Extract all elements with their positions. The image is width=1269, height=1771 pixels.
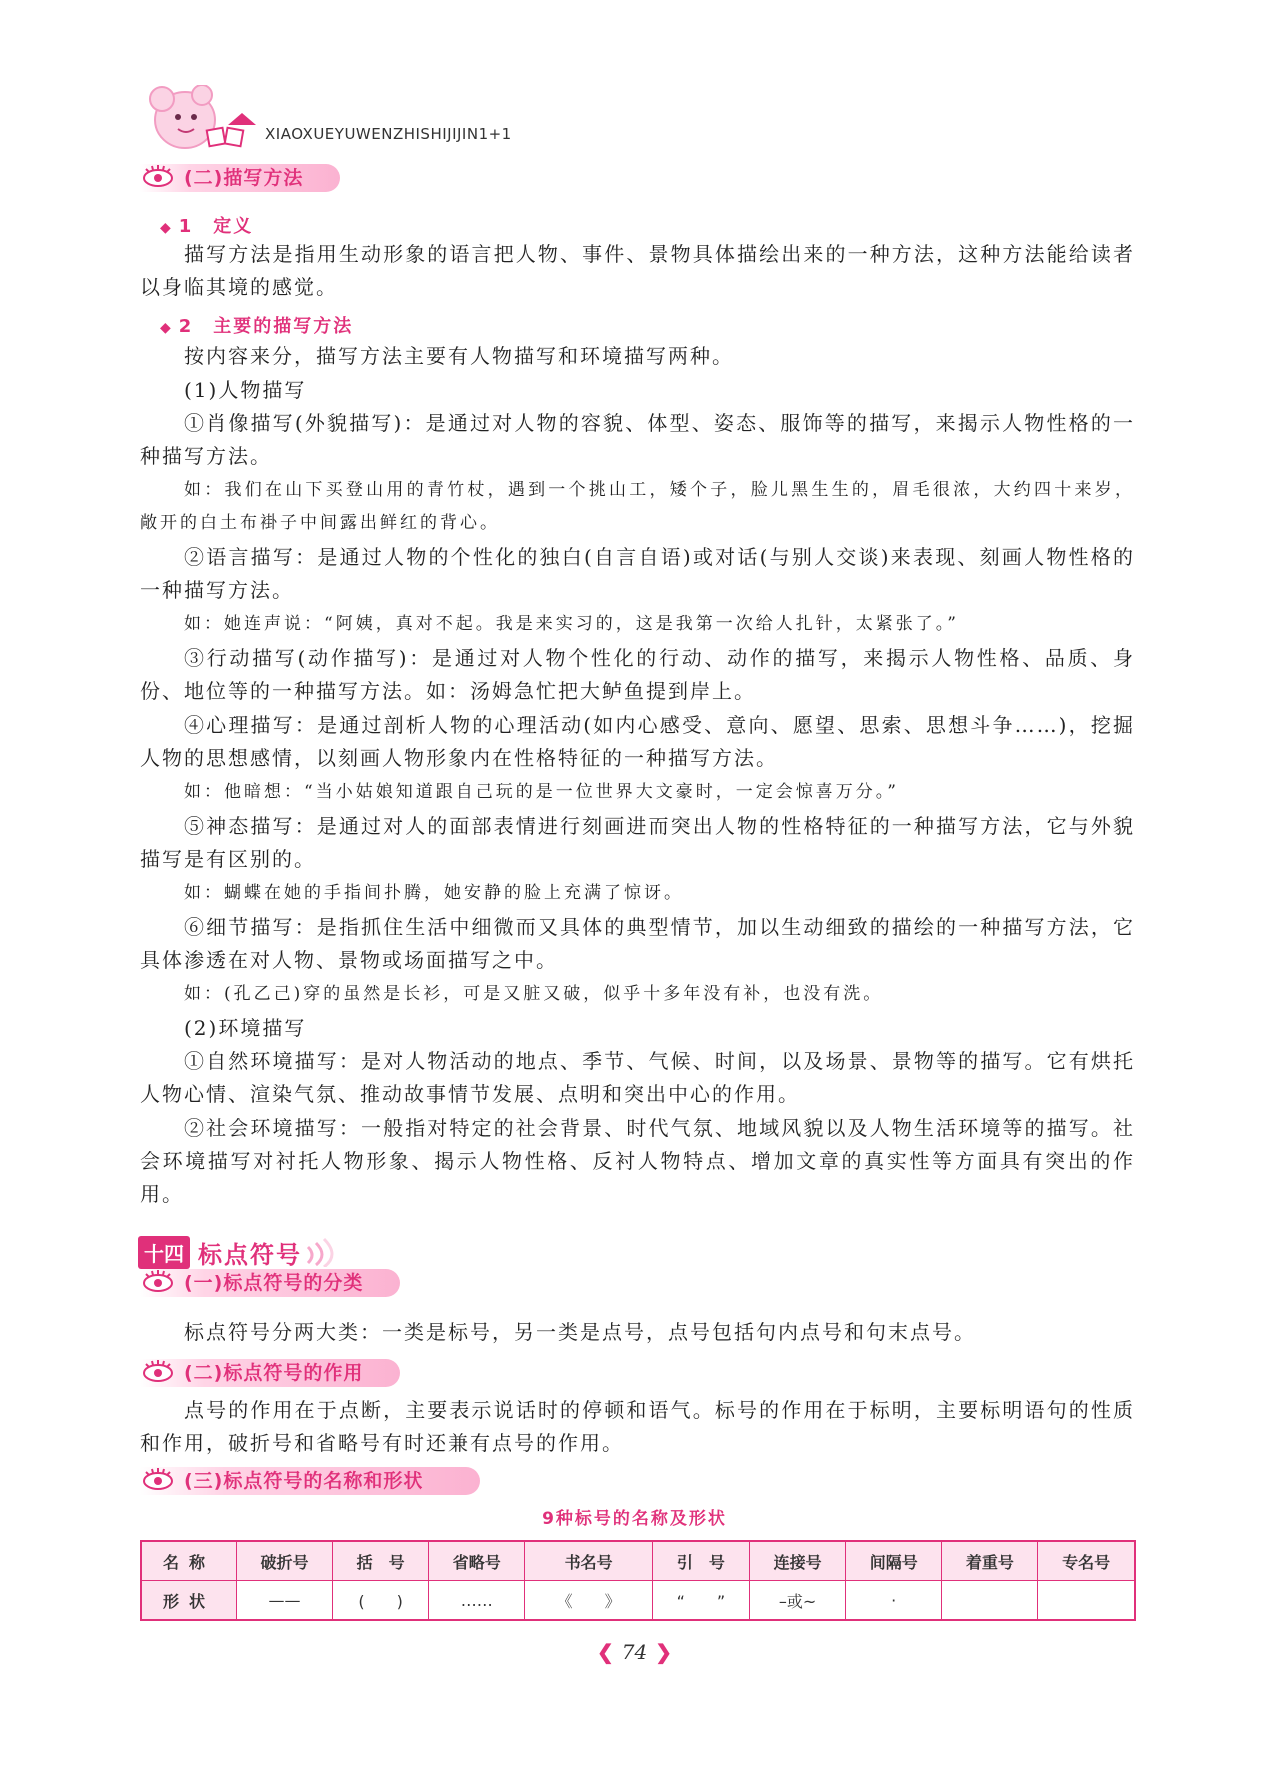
detail-example: 如：(孔乙己)穿的虽然是长衫，可是又脏又破，似乎十多年没有补，也没有洗。 xyxy=(184,984,884,1004)
table-cell xyxy=(1038,1581,1135,1621)
renwu-title: (1)人物描写 xyxy=(184,378,307,402)
row-header: 形状 xyxy=(141,1581,237,1621)
table-row xyxy=(141,1581,1135,1621)
table-cell: 引 号 xyxy=(652,1541,749,1581)
definition-text: 描写方法是指用生动形象的语言把人物、事件、景物具体描绘出来的一种方法，这种方法能给读者以身临其境的感觉。 xyxy=(140,242,1135,299)
table-cell: 省略号 xyxy=(429,1541,525,1581)
section-title: (二)描写方法 xyxy=(184,166,304,189)
table-row xyxy=(141,1541,1135,1581)
signal-waves-icon xyxy=(302,1237,342,1267)
table-cell: –或~ xyxy=(750,1581,846,1621)
table-cell: 专名号 xyxy=(1038,1541,1135,1581)
table-cell: …… xyxy=(429,1581,525,1621)
subheading-definition: ◆ 1 定义 xyxy=(160,216,254,237)
page-header xyxy=(140,85,600,155)
section-title: (三)标点符号的名称和形状 xyxy=(184,1469,424,1492)
zuoyong-text: 点号的作用在于点断，主要表示说话时的停顿和语气。标号的作用在于标明，主要标明语句的性质和作用，破折号和省略号有时还兼有点号的作用。 xyxy=(140,1398,1135,1455)
portrait-desc: ①肖像描写(外貌描写)：是通过对人物的容貌、体型、姿态、服饰等的描写，来揭示人物性格的一种描写方法。 xyxy=(140,411,1135,468)
section-heading-xingzhuang xyxy=(140,1463,423,1495)
table-cell: ( ) xyxy=(333,1581,429,1621)
eye-icon xyxy=(140,1358,176,1384)
table-cell: 破折号 xyxy=(237,1541,333,1581)
portrait-example: 如：我们在山下买登山用的青竹杖，遇到一个挑山工，矮个子，脸儿黑生生的，眉毛很浓，大约四十来岁，敞开的白土布褂子中间露出鲜红的背心。 xyxy=(140,480,1135,533)
diamond-icon: ◆ xyxy=(160,320,173,336)
section-title: (一)标点符号的分类 xyxy=(184,1271,364,1294)
expression-example: 如：蝴蝶在她的手指间扑腾，她安静的脸上充满了惊讶。 xyxy=(184,883,684,903)
fenlei-text: 标点符号分两大类：一类是标号，另一类是点号，点号包括句内点号和句末点号。 xyxy=(184,1320,976,1344)
section-title: (二)标点符号的作用 xyxy=(184,1361,364,1384)
table-caption: 9种标号的名称及形状 xyxy=(542,1509,727,1529)
table-cell: 书名号 xyxy=(525,1541,652,1581)
mouse-mascot-icon xyxy=(140,85,260,155)
subheading-main-methods: ◆ 2 主要的描写方法 xyxy=(160,316,354,337)
section-heading-fenlei xyxy=(140,1265,363,1297)
eye-icon xyxy=(140,163,176,189)
section-heading-zuoyong xyxy=(140,1355,363,1387)
table-cell: 括 号 xyxy=(333,1541,429,1581)
arrow-right-icon: ❯ xyxy=(655,1640,672,1664)
social-env-desc: ②社会环境描写：一般指对特定的社会背景、时代气氛、地域风貌以及人物生活环境等的描写。社会环境描写对衬托人物形象、揭示人物性格、反衬人物特点、增加文章的真实性等方面具有突出的作用。 xyxy=(140,1116,1135,1206)
table-cell: · xyxy=(846,1581,942,1621)
natural-env-desc: ①自然环境描写：是对人物活动的地点、季节、气候、时间，以及场景、景物等的描写。它有烘托人物心情、渲染气氛、推动故事情节发展、点明和突出中心的作用。 xyxy=(140,1049,1135,1106)
table-cell: —— xyxy=(237,1581,333,1621)
table-cell: 连接号 xyxy=(750,1541,846,1581)
chapter-title: 标点符号 xyxy=(198,1240,302,1269)
arrow-left-icon: ❮ xyxy=(597,1640,614,1664)
detail-desc: ⑥细节描写：是指抓住生活中细微而又具体的典型情节，加以生动细致的描绘的一种描写方法，它具体渗透在对人物、景物或场面描写之中。 xyxy=(140,915,1135,972)
table-cell: 《 》 xyxy=(525,1581,652,1621)
action-desc: ③行动描写(动作描写)：是通过对人物个性化的行动、动作的描写，来揭示人物性格、品质、身份、地位等的一种描写方法。如：汤姆急忙把大鲈鱼提到岸上。 xyxy=(140,646,1135,703)
table-cell: “ ” xyxy=(652,1581,749,1621)
section-heading-miaoxie xyxy=(140,160,303,192)
eye-icon xyxy=(140,1268,176,1294)
diamond-icon: ◆ xyxy=(160,220,173,236)
table-cell: 间隔号 xyxy=(846,1541,942,1581)
punctuation-table xyxy=(140,1540,1136,1621)
chapter-number: 十四 xyxy=(138,1236,190,1269)
row-header: 名称 xyxy=(141,1541,237,1581)
psychology-desc: ④心理描写：是通过剖析人物的心理活动(如内心感受、意向、愿望、思索、思想斗争……)，挖掘人物的思想感情，以刻画人物形象内在性格特征的一种描写方法。 xyxy=(140,713,1135,770)
language-example: 如：她连声说：“阿姨，真对不起。我是来实习的，这是我第一次给人扎针，太紧张了。” xyxy=(184,614,959,634)
expression-desc: ⑤神态描写：是通过对人的面部表情进行刻画进而突出人物的性格特征的一种描写方法，它与外貌描写是有区别的。 xyxy=(140,814,1135,871)
intro-text: 按内容来分，描写方法主要有人物描写和环境描写两种。 xyxy=(184,344,734,368)
psychology-example: 如：他暗想：“当小姑娘知道跟自己玩的是一位世界大文豪时，一定会惊喜万分。” xyxy=(184,782,899,802)
language-desc: ②语言描写：是通过人物的个性化的独白(自言自语)或对话(与别人交谈)来表现、刻画人物性格的一种描写方法。 xyxy=(140,545,1135,602)
huanjing-title: (2)环境描写 xyxy=(184,1016,307,1040)
page-number: ❮ 74 ❯ xyxy=(597,1640,672,1664)
series-title: XIAOXUEYUWENZHISHIJIJIN1+1 xyxy=(265,125,512,143)
table-cell xyxy=(942,1581,1038,1621)
eye-icon xyxy=(140,1466,176,1492)
table-cell: 着重号 xyxy=(942,1541,1038,1581)
